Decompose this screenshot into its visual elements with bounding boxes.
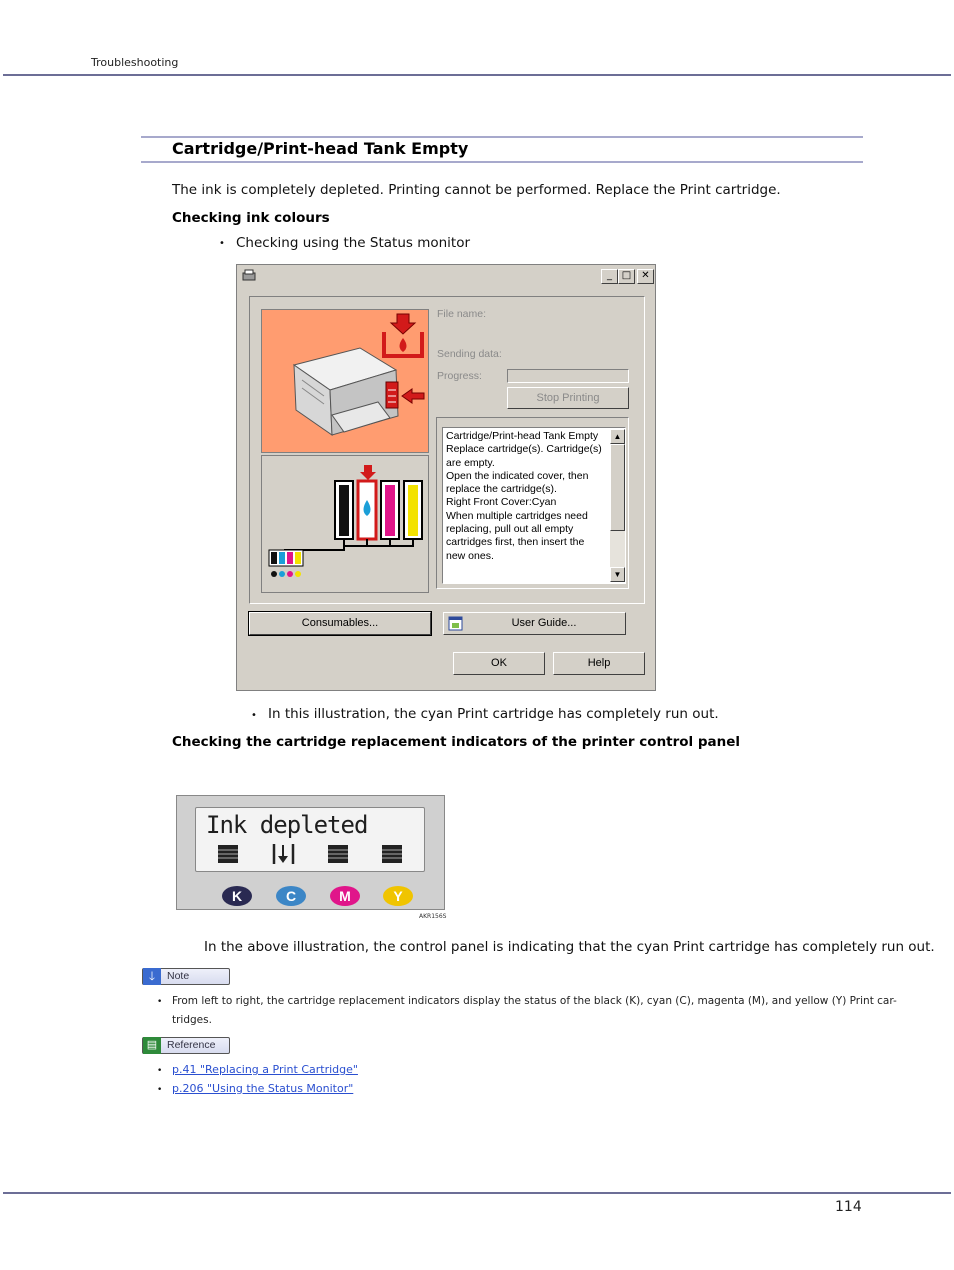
message-line: new ones. bbox=[446, 549, 494, 562]
control-panel-caption: In the above illustration, the control panel is indicating that the cyan Print cartridge has completely run out. bbox=[204, 939, 935, 955]
black-k-button[interactable]: K bbox=[222, 886, 252, 906]
help-button[interactable]: Help bbox=[553, 652, 645, 675]
printer-illustration bbox=[261, 309, 429, 453]
ink-empty-icon bbox=[380, 312, 428, 360]
status-monitor-caption: In this illustration, the cyan Print cartridge has completely run out. bbox=[268, 706, 719, 722]
message-scrollbar[interactable] bbox=[610, 429, 625, 582]
bullet-dot: • bbox=[157, 1066, 163, 1076]
bullet-dot: • bbox=[219, 238, 225, 249]
message-line: Right Front Cover:Cyan bbox=[446, 496, 557, 509]
file-name-label: File name: bbox=[437, 308, 487, 320]
figure-code: AKR156S bbox=[419, 913, 447, 920]
lcd-display bbox=[195, 807, 425, 872]
reference-link-replacing-cartridge[interactable]: p.41 "Replacing a Print Cartridge" bbox=[172, 1063, 358, 1076]
note-label-box bbox=[142, 968, 230, 985]
ink-levels-panel bbox=[261, 455, 429, 593]
message-line: cartridges first, then insert the bbox=[446, 536, 585, 549]
down-arrow-icon: 🡓 bbox=[143, 968, 161, 985]
cartridge-indicators bbox=[196, 842, 424, 866]
note-label: Note bbox=[167, 970, 190, 982]
close-button[interactable]: ✕ bbox=[637, 269, 654, 284]
note-text-line: From left to right, the cartridge replacement indicators display the status of the black (K), cyan (C), magenta (M), and yellow (Y) Print car- bbox=[172, 995, 897, 1007]
section-rule-bottom bbox=[141, 161, 863, 163]
note-text-line: tridges. bbox=[172, 1014, 212, 1026]
message-line: are empty. bbox=[446, 456, 495, 469]
ink-cartridges-graphic bbox=[262, 456, 430, 594]
minimize-button[interactable]: _ bbox=[601, 269, 618, 284]
consumables-button[interactable]: Consumables... bbox=[249, 612, 431, 635]
intro-text: The ink is completely depleted. Printing cannot be performed. Replace the Print cartridge. bbox=[172, 182, 781, 198]
user-guide-button[interactable] bbox=[443, 612, 626, 635]
page-number: 114 bbox=[835, 1199, 862, 1215]
printer-app-icon bbox=[242, 269, 256, 283]
progress-bar bbox=[507, 369, 629, 383]
message-line: Cartridge/Print-head Tank Empty bbox=[446, 430, 599, 442]
scroll-down-arrow-icon[interactable]: ▼ bbox=[610, 567, 625, 582]
bullet-status-monitor: Checking using the Status monitor bbox=[236, 235, 471, 251]
lcd-text: Ink depleted bbox=[206, 811, 368, 839]
status-message-text bbox=[446, 430, 602, 563]
section-title: Cartridge/Print-head Tank Empty bbox=[172, 139, 469, 158]
header-rule bbox=[3, 74, 951, 76]
message-line: Open the indicated cover, then bbox=[446, 469, 589, 482]
magenta-m-button[interactable]: M bbox=[330, 886, 360, 906]
subhead-checking-ink: Checking ink colours bbox=[172, 210, 330, 226]
reference-label: Reference bbox=[167, 1039, 216, 1051]
document-icon: ▤ bbox=[143, 1037, 161, 1054]
message-line: Replace cartridge(s). Cartridge(s) bbox=[446, 443, 602, 456]
section-rule-top bbox=[141, 136, 863, 138]
ok-button[interactable]: OK bbox=[453, 652, 545, 675]
user-guide-icon bbox=[448, 616, 463, 631]
scroll-up-arrow-icon[interactable]: ▲ bbox=[610, 429, 625, 444]
running-head: Troubleshooting bbox=[91, 56, 179, 69]
note-text bbox=[172, 992, 897, 1030]
window-titlebar bbox=[237, 265, 655, 287]
reference-label-box bbox=[142, 1037, 230, 1054]
bullet-dot: • bbox=[157, 997, 163, 1007]
message-line: replace the cartridge(s). bbox=[446, 483, 557, 496]
status-message-box bbox=[442, 427, 626, 584]
bullet-dot: • bbox=[157, 1085, 163, 1095]
status-monitor-window bbox=[236, 264, 656, 691]
stop-printing-button[interactable]: Stop Printing bbox=[507, 387, 629, 409]
message-line: replacing, pull out all empty bbox=[446, 523, 574, 536]
yellow-y-button[interactable]: Y bbox=[383, 886, 413, 906]
subhead-control-panel: Checking the cartridge replacement indicators of the printer control panel bbox=[172, 734, 741, 750]
scrollbar-thumb[interactable] bbox=[610, 444, 625, 531]
user-guide-label: User Guide... bbox=[511, 617, 577, 629]
control-panel-illustration bbox=[176, 795, 445, 910]
cyan-c-button[interactable]: C bbox=[276, 886, 306, 906]
sending-data-label: Sending data: bbox=[437, 348, 502, 360]
reference-link-status-monitor[interactable]: p.206 "Using the Status Monitor" bbox=[172, 1082, 354, 1095]
progress-label: Progress: bbox=[437, 370, 482, 382]
maximize-button[interactable]: □ bbox=[618, 269, 635, 284]
bullet-dot: • bbox=[251, 710, 257, 721]
message-line: When multiple cartridges need bbox=[446, 509, 588, 522]
footer-rule bbox=[3, 1192, 951, 1194]
